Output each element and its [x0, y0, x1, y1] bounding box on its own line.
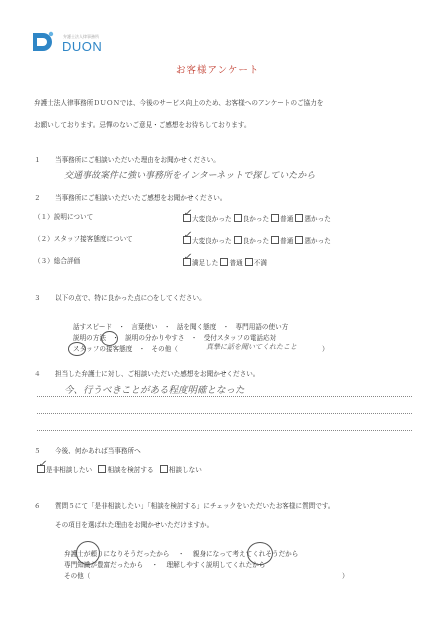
q1-number: １ — [34, 156, 41, 164]
q2-row-2-options: 大変良かった 良かった 普通 悪かった — [183, 236, 331, 245]
q3-close-paren: ） — [322, 345, 329, 353]
checkbox[interactable] — [271, 236, 279, 244]
checkmark-icon: ✓ — [183, 230, 192, 241]
q2-row-2-label: （２）スタッフ接客態度について — [34, 235, 133, 243]
logo-mark-icon — [30, 28, 56, 54]
q2-number: ２ — [34, 194, 41, 202]
q6-other: その他（ — [64, 572, 91, 580]
q3-options-line-3: スタッフの接客態度 ・ その他（ — [73, 345, 178, 353]
q3-options-line-2: 説明の方法 ・ 説明の分かりやすさ ・ 受付スタッフの電話応対 — [73, 334, 277, 342]
answer-line — [37, 396, 412, 397]
checkmark-icon: ✓ — [183, 208, 192, 219]
q6-other-close-paren: ） — [342, 572, 349, 580]
q2-row-3-options: 満足した 普通 不満 — [183, 258, 267, 267]
answer-line — [37, 413, 412, 414]
q4-text: 担当した弁護士に対し、ご相談いただいた感想をお聞かせください。 — [55, 370, 260, 378]
q6-options-line-2: 専門知識が豊富だったから ・ 理解しやすく説明してくれたから — [64, 561, 266, 569]
intro-line-2: お願いしております。忌憚のないご意見・ご感想をお待ちしております。 — [34, 121, 251, 129]
q5-number: ５ — [34, 447, 41, 455]
q3-number: ３ — [34, 294, 41, 302]
q4-answer: 今、行うべきことがある程度明確となった — [64, 385, 245, 396]
checkbox[interactable] — [295, 214, 303, 222]
q3-options-line-1: 話すスピード ・ 言葉使い ・ 話を聞く態度 ・ 専門用語の使い方 — [73, 323, 289, 331]
selection-circle — [101, 331, 118, 346]
q5-options: 是非相談したい 相談を検討する 相談しない — [37, 465, 202, 474]
q6-options-line-1: 弁護士が頼りになりそうだったから ・ 親身になって考えてくれそうだから — [64, 550, 299, 558]
checkmark-icon: ✓ — [38, 459, 47, 470]
checkbox[interactable] — [160, 465, 168, 473]
checkbox[interactable] — [220, 258, 228, 266]
selection-circle — [76, 541, 100, 565]
q5-text: 今後、何かあれば当事務所へ — [55, 447, 141, 455]
q2-row-3-label: （３）総合評価 — [34, 257, 81, 265]
checkbox[interactable] — [98, 465, 106, 473]
q6-subtext: その項目を選ばれた理由をお聞かせいただけますか。 — [55, 521, 214, 529]
checkbox[interactable] — [295, 236, 303, 244]
checkbox[interactable] — [234, 236, 242, 244]
page-title: お客様アンケート — [176, 65, 260, 76]
q2-row-1-label: （１）説明について — [34, 213, 94, 221]
q4-number: ４ — [34, 370, 41, 378]
checkmark-icon: ✓ — [183, 252, 192, 263]
q1-text: 当事務所にご相談いただいた理由をお聞かせください。 — [55, 156, 220, 164]
q1-answer: 交通事故案件に強い事務所をインターネットで探していたから — [64, 171, 316, 181]
q3-text: 以下の点で、特に良かった点に○をしてください。 — [55, 294, 206, 302]
selection-circle — [68, 342, 86, 356]
q6-text: 質問５にて「是非相談したい」「相談を検討する」にチェックをいただいたお客様に質問です。 — [55, 502, 335, 510]
checkbox[interactable] — [234, 214, 242, 222]
checkbox[interactable] — [245, 258, 253, 266]
q2-text: 当事務所にご相談いただいたご感想をお聞かせください。 — [55, 194, 227, 202]
selection-circle — [247, 542, 273, 565]
logo — [30, 28, 120, 56]
logo-name: DUON — [62, 39, 103, 54]
answer-line — [37, 430, 412, 431]
q6-number: ６ — [34, 502, 41, 510]
checkbox[interactable] — [271, 214, 279, 222]
intro-line-1: 弁護士法人律事務所ＤＵＯＮでは、今後のサービス向上のため、お客様へのアンケートのご協力を — [34, 99, 324, 107]
q2-row-1-options: 大変良かった 良かった 普通 悪かった — [183, 214, 331, 223]
logo-tagline: 弁護士法人律事務所 — [63, 34, 99, 39]
q3-other-answer: 真摯に話を聞いてくれたこと — [206, 343, 297, 351]
